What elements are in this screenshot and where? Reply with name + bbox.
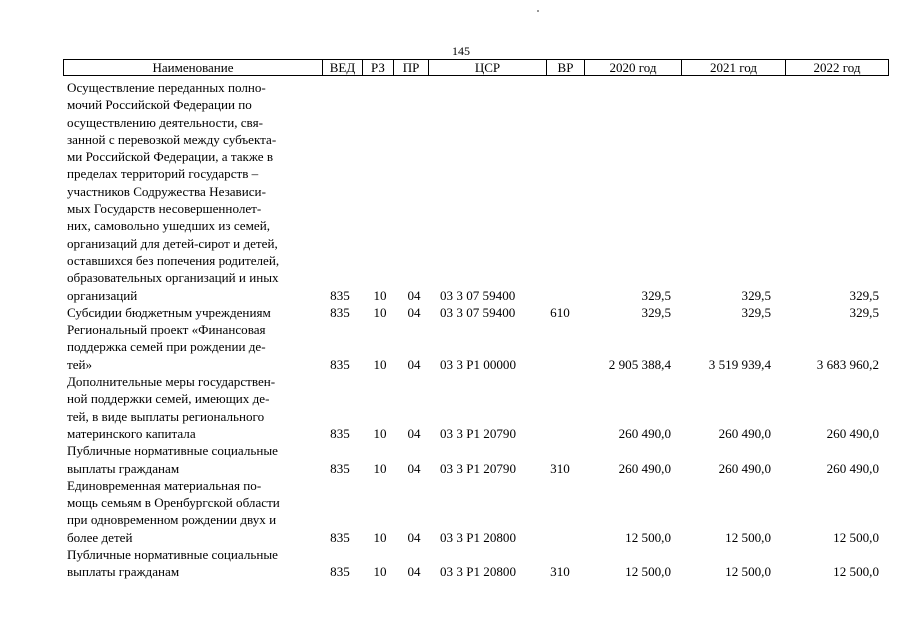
row-name-line: Субсидии бюджетным учреждениям xyxy=(67,304,271,320)
row-name-line: тей» xyxy=(67,356,93,372)
csr-cell: 03 3 P1 00000 xyxy=(440,356,517,372)
row-name-line: осуществлению деятельности, свя- xyxy=(67,114,263,130)
ved-cell: 835 xyxy=(330,304,350,320)
pr-cell: 04 xyxy=(407,425,421,441)
csr-cell: 03 3 07 59400 xyxy=(440,287,516,303)
row-name-line: участников Содружества Независи- xyxy=(67,183,266,199)
row-name-line: них, самовольно ушедших из семей, xyxy=(67,218,270,234)
ved-cell: 835 xyxy=(330,529,350,545)
pr-cell: 04 xyxy=(407,529,421,545)
row-name-line: материнского капитала xyxy=(67,425,196,441)
header-2022: 2022 год xyxy=(813,60,861,75)
row-name-line: ми Российской Федерации, а также в xyxy=(67,149,274,165)
row-name-line: выплаты гражданам xyxy=(67,564,180,580)
table-row xyxy=(67,373,887,442)
row-name xyxy=(67,79,315,304)
amount-2021-cell: 329,5 xyxy=(741,304,771,320)
table-row xyxy=(67,79,887,304)
table-row xyxy=(67,477,887,546)
rz-cell: 10 xyxy=(373,564,387,580)
vr-cell: 310 xyxy=(550,564,570,580)
csr-cell: 03 3 P1 20800 xyxy=(440,564,517,580)
row-name-line: тей, в виде выплаты регионального xyxy=(67,408,265,424)
row-name-line: образовательных организаций и иных xyxy=(67,270,279,286)
row-name-line: организаций xyxy=(67,287,138,303)
row-name xyxy=(67,442,315,477)
header-2021: 2021 год xyxy=(682,60,786,75)
amount-2022-cell: 329,5 xyxy=(849,304,879,320)
table-row xyxy=(67,546,887,581)
header-vr: ВР xyxy=(547,60,585,75)
pr-cell: 04 xyxy=(407,356,421,372)
row-name-line: мых Государств несовершеннолет- xyxy=(67,201,262,217)
row-name-line: мочий Российской Федерации по xyxy=(67,97,252,113)
csr-cell: 03 3 P1 20800 xyxy=(440,529,517,545)
row-name-line: поддержка семей при рождении де- xyxy=(67,339,266,355)
vr-cell: 310 xyxy=(550,460,570,476)
amount-2022-cell: 260 490,0 xyxy=(826,425,879,441)
ved-cell: 835 xyxy=(330,564,350,580)
table-body xyxy=(67,79,887,581)
amount-2021-cell: 3 519 939,4 xyxy=(708,356,771,372)
rz-cell: 10 xyxy=(373,425,387,441)
row-name xyxy=(67,304,315,321)
row-name-line: Дополнительные меры государствен- xyxy=(67,374,276,390)
row-name-line: более детей xyxy=(67,529,133,545)
row-name-line: мощь семьям в Оренбургской области xyxy=(67,495,280,511)
amount-2022-cell: 3 683 960,2 xyxy=(816,356,879,372)
rz-cell: 10 xyxy=(373,287,387,303)
row-name-line: при одновременном рождении двух и xyxy=(67,512,277,528)
row-name-line: оставшихся без попечения родителей, xyxy=(67,252,280,268)
amount-2020-cell: 329,5 xyxy=(641,304,671,320)
pr-cell: 04 xyxy=(407,564,421,580)
table-row xyxy=(67,304,887,321)
row-name xyxy=(67,546,315,581)
header-rz: РЗ xyxy=(363,60,394,75)
row-name-line: выплаты гражданам xyxy=(67,460,180,476)
ved-cell: 835 xyxy=(330,356,350,372)
row-name xyxy=(67,477,315,546)
amount-2022-cell: 12 500,0 xyxy=(833,529,879,545)
row-name-line: Осуществление переданных полно- xyxy=(67,80,266,95)
amount-2021-cell: 12 500,0 xyxy=(725,564,771,580)
ved-cell: 835 xyxy=(330,287,350,303)
row-name-line: пределах территорий государств – xyxy=(67,166,259,182)
rz-cell: 10 xyxy=(373,460,387,476)
pr-cell: 04 xyxy=(407,287,421,303)
row-name-line: занной с перевозкой между субъекта- xyxy=(67,131,277,147)
amount-2022-cell: 329,5 xyxy=(849,287,879,303)
amount-2022-cell: 260 490,0 xyxy=(826,460,879,476)
header-ved: ВЕД xyxy=(323,60,363,75)
amount-2020-cell: 2 905 388,4 xyxy=(608,356,671,372)
header-pr: ПР xyxy=(394,60,429,75)
csr-cell: 03 3 07 59400 xyxy=(440,304,516,320)
table-row xyxy=(67,321,887,373)
header-name: Наименование xyxy=(64,60,323,75)
table-header xyxy=(63,59,889,76)
vr-cell: 610 xyxy=(550,304,570,320)
rz-cell: 10 xyxy=(373,529,387,545)
row-name-line: Публичные нормативные социальные xyxy=(67,547,278,563)
amount-2020-cell: 12 500,0 xyxy=(625,529,671,545)
amount-2021-cell: 260 490,0 xyxy=(718,425,771,441)
pr-cell: 04 xyxy=(407,460,421,476)
csr-cell: 03 3 P1 20790 xyxy=(440,460,517,476)
pr-cell: 04 xyxy=(407,304,421,320)
row-name xyxy=(67,321,315,373)
scan-speck xyxy=(537,10,539,12)
amount-2020-cell: 12 500,0 xyxy=(625,564,671,580)
amount-2020-cell: 260 490,0 xyxy=(618,425,671,441)
ved-cell: 835 xyxy=(330,460,350,476)
header-2020: 2020 год xyxy=(585,60,682,75)
amount-2020-cell: 260 490,0 xyxy=(618,460,671,476)
header-csr: ЦСР xyxy=(429,60,547,75)
amount-2021-cell: 12 500,0 xyxy=(725,529,771,545)
row-name-line: Единовременная материальная по- xyxy=(67,477,262,493)
csr-cell: 03 3 P1 20790 xyxy=(440,425,517,441)
amount-2020-cell: 329,5 xyxy=(641,287,671,303)
table-row xyxy=(67,442,887,477)
amount-2021-cell: 329,5 xyxy=(741,287,771,303)
rz-cell: 10 xyxy=(373,356,387,372)
amount-2022-cell: 12 500,0 xyxy=(833,564,879,580)
ved-cell: 835 xyxy=(330,425,350,441)
row-name-line: ной поддержки семей, имеющих де- xyxy=(67,391,270,407)
page-number: 145 xyxy=(452,44,470,58)
amount-2021-cell: 260 490,0 xyxy=(718,460,771,476)
row-name-line: Публичные нормативные социальные xyxy=(67,443,278,459)
rz-cell: 10 xyxy=(373,304,387,320)
row-name xyxy=(67,373,315,442)
row-name-line: Региональный проект «Финансовая xyxy=(67,322,266,338)
row-name-line: организаций для детей-сирот и детей, xyxy=(67,235,278,251)
